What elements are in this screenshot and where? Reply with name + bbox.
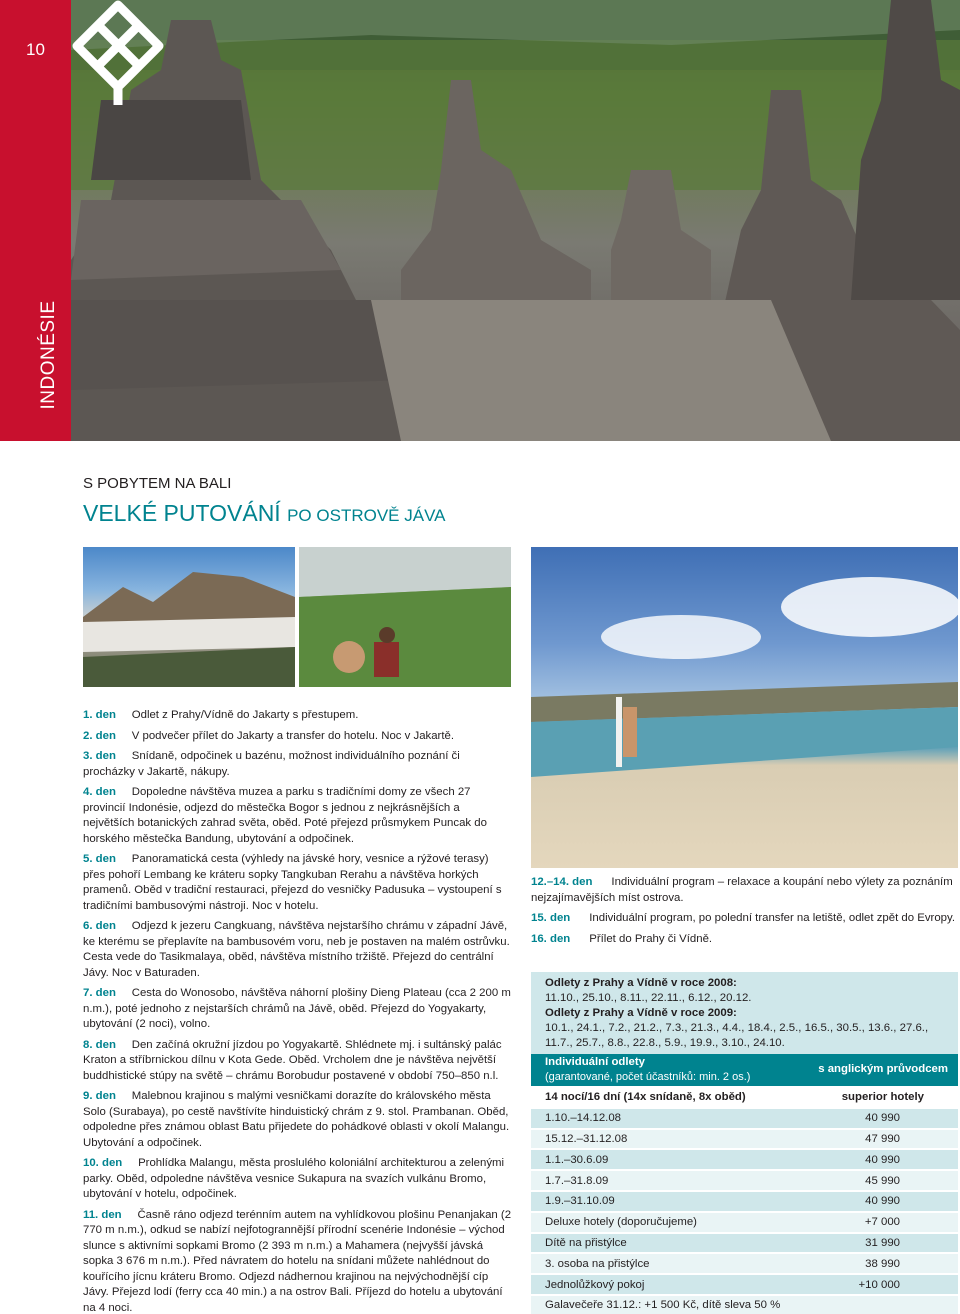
country-label: INDONÉSIE [38, 300, 59, 410]
itinerary-text: V podvečer přílet do Jakarty a transfer do hotelu. Noc v Jakartě. [131, 729, 455, 742]
itinerary-item [531, 932, 958, 948]
itinerary-day: 2. den [83, 729, 116, 742]
row-label: 1.9.–31.10.09 [531, 1191, 818, 1212]
row-label: 1.1.–30.6.09 [531, 1149, 818, 1170]
itinerary-item [83, 1208, 513, 1314]
itinerary-day: 6. den [83, 920, 116, 932]
itinerary-item [83, 986, 513, 1033]
row-value: 45 990 [818, 1170, 958, 1191]
table-row [531, 1129, 958, 1150]
table-header-row [531, 1087, 958, 1108]
itinerary-text: Odjezd k jezeru Cangkuang, návštěva nejstaršího chrámu v západní Jávě, ke kterému se přeplavíte na bambusovém voru, neb je postaven na malém ostrůvku. Cesta vede do Tasikmalaya, oběd, návštěva místního tržiště. Přejezd do centrální Jávy. Noc v Baturaden. [83, 920, 510, 979]
table-row [531, 1295, 958, 1314]
itinerary-text: Den začíná okružní jízdou po Yogyakartě. Shlédnete mj. i sultánský palác Kraton a stříbrnickou dílnu v Kota Gede. Oběd. Vrcholem dne je návštěva největší buddhistické stúpy na světě – chrámu Borobudur postavené v období 750–850 n.l. [83, 1038, 502, 1082]
table-row [531, 1170, 958, 1191]
departures-2009-dates: 10.1., 24.1., 7.2., 21.2., 7.3., 21.3., 4.4., 18.4., 2.5., 16.5., 30.5., 13.6., 27.6., 11.7., 25.7., 8.8., 22.8., 5.9., 19.9., 3.10., 24.10. [545, 1022, 929, 1049]
price-table [531, 1087, 958, 1314]
itinerary-day: 15. den [531, 912, 571, 924]
row-label: Jednolůžkový pokoj [531, 1274, 818, 1295]
itinerary-item [83, 785, 513, 847]
itinerary-item [531, 875, 958, 906]
itinerary-day: 8. den [83, 1038, 116, 1051]
itinerary-day: 1. den [83, 709, 116, 721]
row-value: 47 990 [818, 1129, 958, 1150]
row-label: Galavečeře 31.12.: +1 500 Kč, dítě sleva 50 % [531, 1295, 958, 1314]
individual-note: (garantované, počet účastníků: min. 2 os.) [545, 1071, 751, 1083]
itinerary-day: 3. den [83, 750, 116, 762]
row-value: 40 990 [818, 1108, 958, 1129]
side-band [0, 0, 71, 441]
table-row [531, 1149, 958, 1170]
itinerary-text: Dopoledne návštěva muzea a parku s tradičními domy ze všech 27 provincií Indonésie, odjezd do městečka Bogor s jednou z nejkrásnějších a největších botanických zahrad světa, oběd. Poté přejezd průsmykem Puncak do horského městečka Bandung, ubytování a odpočinek. [83, 786, 487, 845]
itinerary-item [83, 1156, 513, 1203]
title-main: VELKÉ PUTOVÁNÍ [83, 500, 281, 526]
itinerary-day: 11. den [83, 1208, 122, 1221]
individual-label: Individuální odlety [545, 1056, 645, 1068]
itinerary-day: 4. den [83, 786, 116, 798]
itinerary-item [83, 1089, 513, 1151]
row-value: 40 990 [818, 1149, 958, 1170]
itinerary-text: Individuální program, po polední transfer na letiště, odlet zpět do Evropy. [589, 912, 956, 924]
departures-2008-dates: 11.10., 25.10., 8.11., 22.11., 6.12., 20.12. [545, 992, 752, 1004]
table-row [531, 1108, 958, 1129]
photo-rice-worker [299, 547, 511, 687]
table-header: superior hotely [818, 1087, 958, 1108]
photo-bali-beach [531, 547, 958, 868]
itinerary-item [83, 749, 513, 780]
itinerary-list [83, 708, 513, 1314]
row-label: 15.12.–31.12.08 [531, 1129, 818, 1150]
itinerary-item [83, 1038, 513, 1085]
row-value: 38 990 [818, 1253, 958, 1274]
itinerary-text: Odlet z Prahy/Vídně do Jakarty s přestupem. [131, 709, 359, 721]
subtitle: S POBYTEM NA BALI [83, 475, 232, 492]
row-value: +7 000 [818, 1212, 958, 1233]
row-label: 3. osoba na přistýlce [531, 1253, 818, 1274]
itinerary-list-bali [531, 875, 958, 952]
itinerary-text: Přílet do Prahy či Vídně. [589, 932, 713, 945]
page-number: 10 [26, 40, 45, 59]
itinerary-text: Prohlídka Malangu, města proslulého koloniální architekturou a zelenými parky. Oběd, odpoledne návštěva vesnice Sukapura na svazích vulkánu Bromo, ubytování v hotelu, odpočinek. [83, 1157, 505, 1200]
itinerary-day: 9. den [83, 1090, 116, 1102]
table-row [531, 1191, 958, 1212]
departures-box [531, 972, 958, 1055]
itinerary-day: 5. den [83, 853, 116, 865]
itinerary-day: 10. den [83, 1157, 123, 1169]
guide-label: s anglickým průvodcem [818, 1063, 948, 1075]
itinerary-day: 16. den [531, 932, 571, 945]
itinerary-item [83, 919, 513, 981]
itinerary-day: 7. den [83, 987, 116, 999]
itinerary-item [83, 852, 513, 914]
table-row [531, 1233, 958, 1254]
title-rest: PO OSTROVĚ JÁVA [287, 506, 446, 525]
itinerary-item [83, 729, 513, 745]
individual-departures-bar [531, 1054, 958, 1086]
page-title [83, 500, 445, 527]
hero-photo-borobudur [71, 0, 960, 441]
photo-bromo-volcano [83, 547, 295, 687]
itinerary-text: Cesta do Wonosobo, návštěva náhorní plošiny Dieng Plateau (cca 2 200 m n.m.), poté jednoho z nejstarších chrámů na Jávě, oběd. Přejezd do Yogyakarty, ubytování (2 noci), volno. [83, 987, 511, 1030]
itinerary-text: Panoramatická cesta (výhledy na jávské hory, vesnice a rýžové terasy) přes pohoří Lembang ke kráteru sopky Tangkuban Rerahu a návštěva horkých pramenů. Oběd v tradiční restauraci, přejezd do vesničky Padusuka – vystoupení s tradičními bambusovými nástroji. Noc v hotelu. [83, 853, 502, 912]
row-label: 1.10.–14.12.08 [531, 1108, 818, 1129]
row-label: Deluxe hotely (doporučujeme) [531, 1212, 818, 1233]
row-value: 40 990 [818, 1191, 958, 1212]
row-value: +10 000 [818, 1274, 958, 1295]
row-label: 1.7.–31.8.09 [531, 1170, 818, 1191]
row-value: 31 990 [818, 1233, 958, 1254]
itinerary-item [83, 708, 513, 724]
departures-2008-heading: Odlety z Prahy a Vídně v roce 2008: [545, 977, 737, 989]
table-header: 14 nocí/16 dní (14x snídaně, 8x oběd) [531, 1087, 818, 1108]
itinerary-item [531, 911, 958, 927]
itinerary-text: Malebnou krajinou s malými vesničkami dorazíte do královského města Solo (Surabaya), po cestě navštívíte hinduistický chrám z 9. stol. Prambanan. Oběd, odpoledne přes známou oblast Batu přijedete do pohádkové oblasti v okolí Malangu. Ubytování a odpočinek. [83, 1090, 510, 1149]
row-label: Dítě na přistýlce [531, 1233, 818, 1254]
itinerary-text: Časně ráno odjezd terénním autem na vyhlídkovou plošinu Penanjakan (2 770 m n.m.), odkud se nabízí nejfotogrannější přírodní scenérie Indonésie – východ slunce s aktivními sopkami Bromo (2 393 m n.m.) a Mahamera (nejvyšší jávská sopka 3 676 m n.m.). Před návratem do hotelu na snídani můžete nahlédnout do kouřícího jícnu kráteru Bromo. Odjezd nádhernou krajinou na nejvýchodnější cíp Jávy. Přejezd lodí (ferry cca 40 min.) a na ostrov Bali. Příjezd do hotelu a ubytování na 4 noci. [83, 1208, 512, 1314]
endless-knot-logo [71, 0, 166, 110]
table-row [531, 1253, 958, 1274]
departures-2009-heading: Odlety z Prahy a Vídně v roce 2009: [545, 1007, 737, 1019]
itinerary-text: Individuální program – relaxace a koupání nebo výlety za poznáním nejzajímavějších míst ostrova. [531, 876, 953, 904]
table-row [531, 1274, 958, 1295]
itinerary-day: 12.–14. den [531, 876, 593, 888]
table-row [531, 1212, 958, 1233]
itinerary-text: Snídaně, odpočinek u bazénu, možnost individuálního poznání či procházky v Jakartě, nákupy. [83, 750, 460, 778]
